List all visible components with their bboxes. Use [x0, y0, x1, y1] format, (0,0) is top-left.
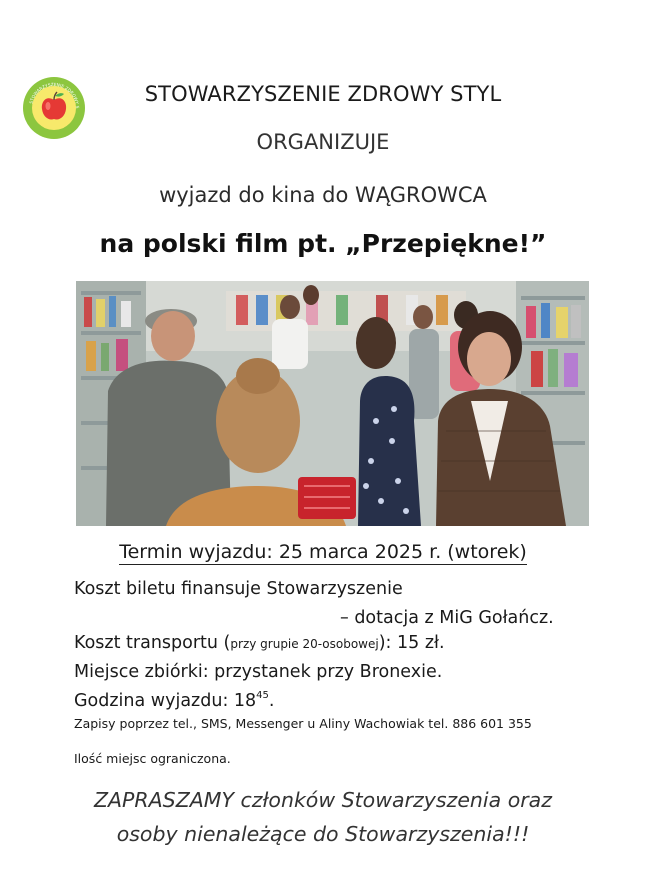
logo-ring-text: STOWARZYSZENIE ZDROWY S [29, 82, 80, 109]
organization-name: STOWARZYSZENIE ZDROWY STYL [144, 82, 502, 106]
departure-date: Termin wyjazdu: 25 marca 2025 r. (wtorek) [119, 541, 527, 563]
ticket-cost-line-2: – dotacja z MiG Gołańcz. [340, 608, 554, 628]
departure-time: Godzina wyjazdu: $18^{45}$. [74, 690, 275, 711]
ticket-cost-line-1: Koszt biletu finansuje Stowarzyszenie [74, 579, 403, 599]
film-still-photo [76, 281, 589, 526]
organizes-heading: ORGANIZUJE [256, 130, 390, 154]
signup-info: Zapisy poprzez tel., SMS, Messenger u Aliny Wachowiak tel. 886 601 355 [74, 716, 532, 731]
meeting-point: Miejsce zbiórki: przystanek przy Bronexie. [74, 662, 443, 682]
transport-cost: Koszt transportu (przy grupie 20-osobowej): 15 zł. [74, 633, 445, 653]
invitation-line-1: ZAPRASZAMY członków Stowarzyszenia oraz [93, 788, 552, 812]
film-title: na polski film pt. „Przepiękne!” [99, 229, 547, 258]
trip-description: wyjazd do kina do WĄGROWCA [159, 183, 487, 207]
invitation-line-2: osoby nienależące do Stowarzyszenia!!! [116, 822, 530, 846]
limited-seats-note: Ilość miejsc ograniczona. [74, 751, 231, 766]
